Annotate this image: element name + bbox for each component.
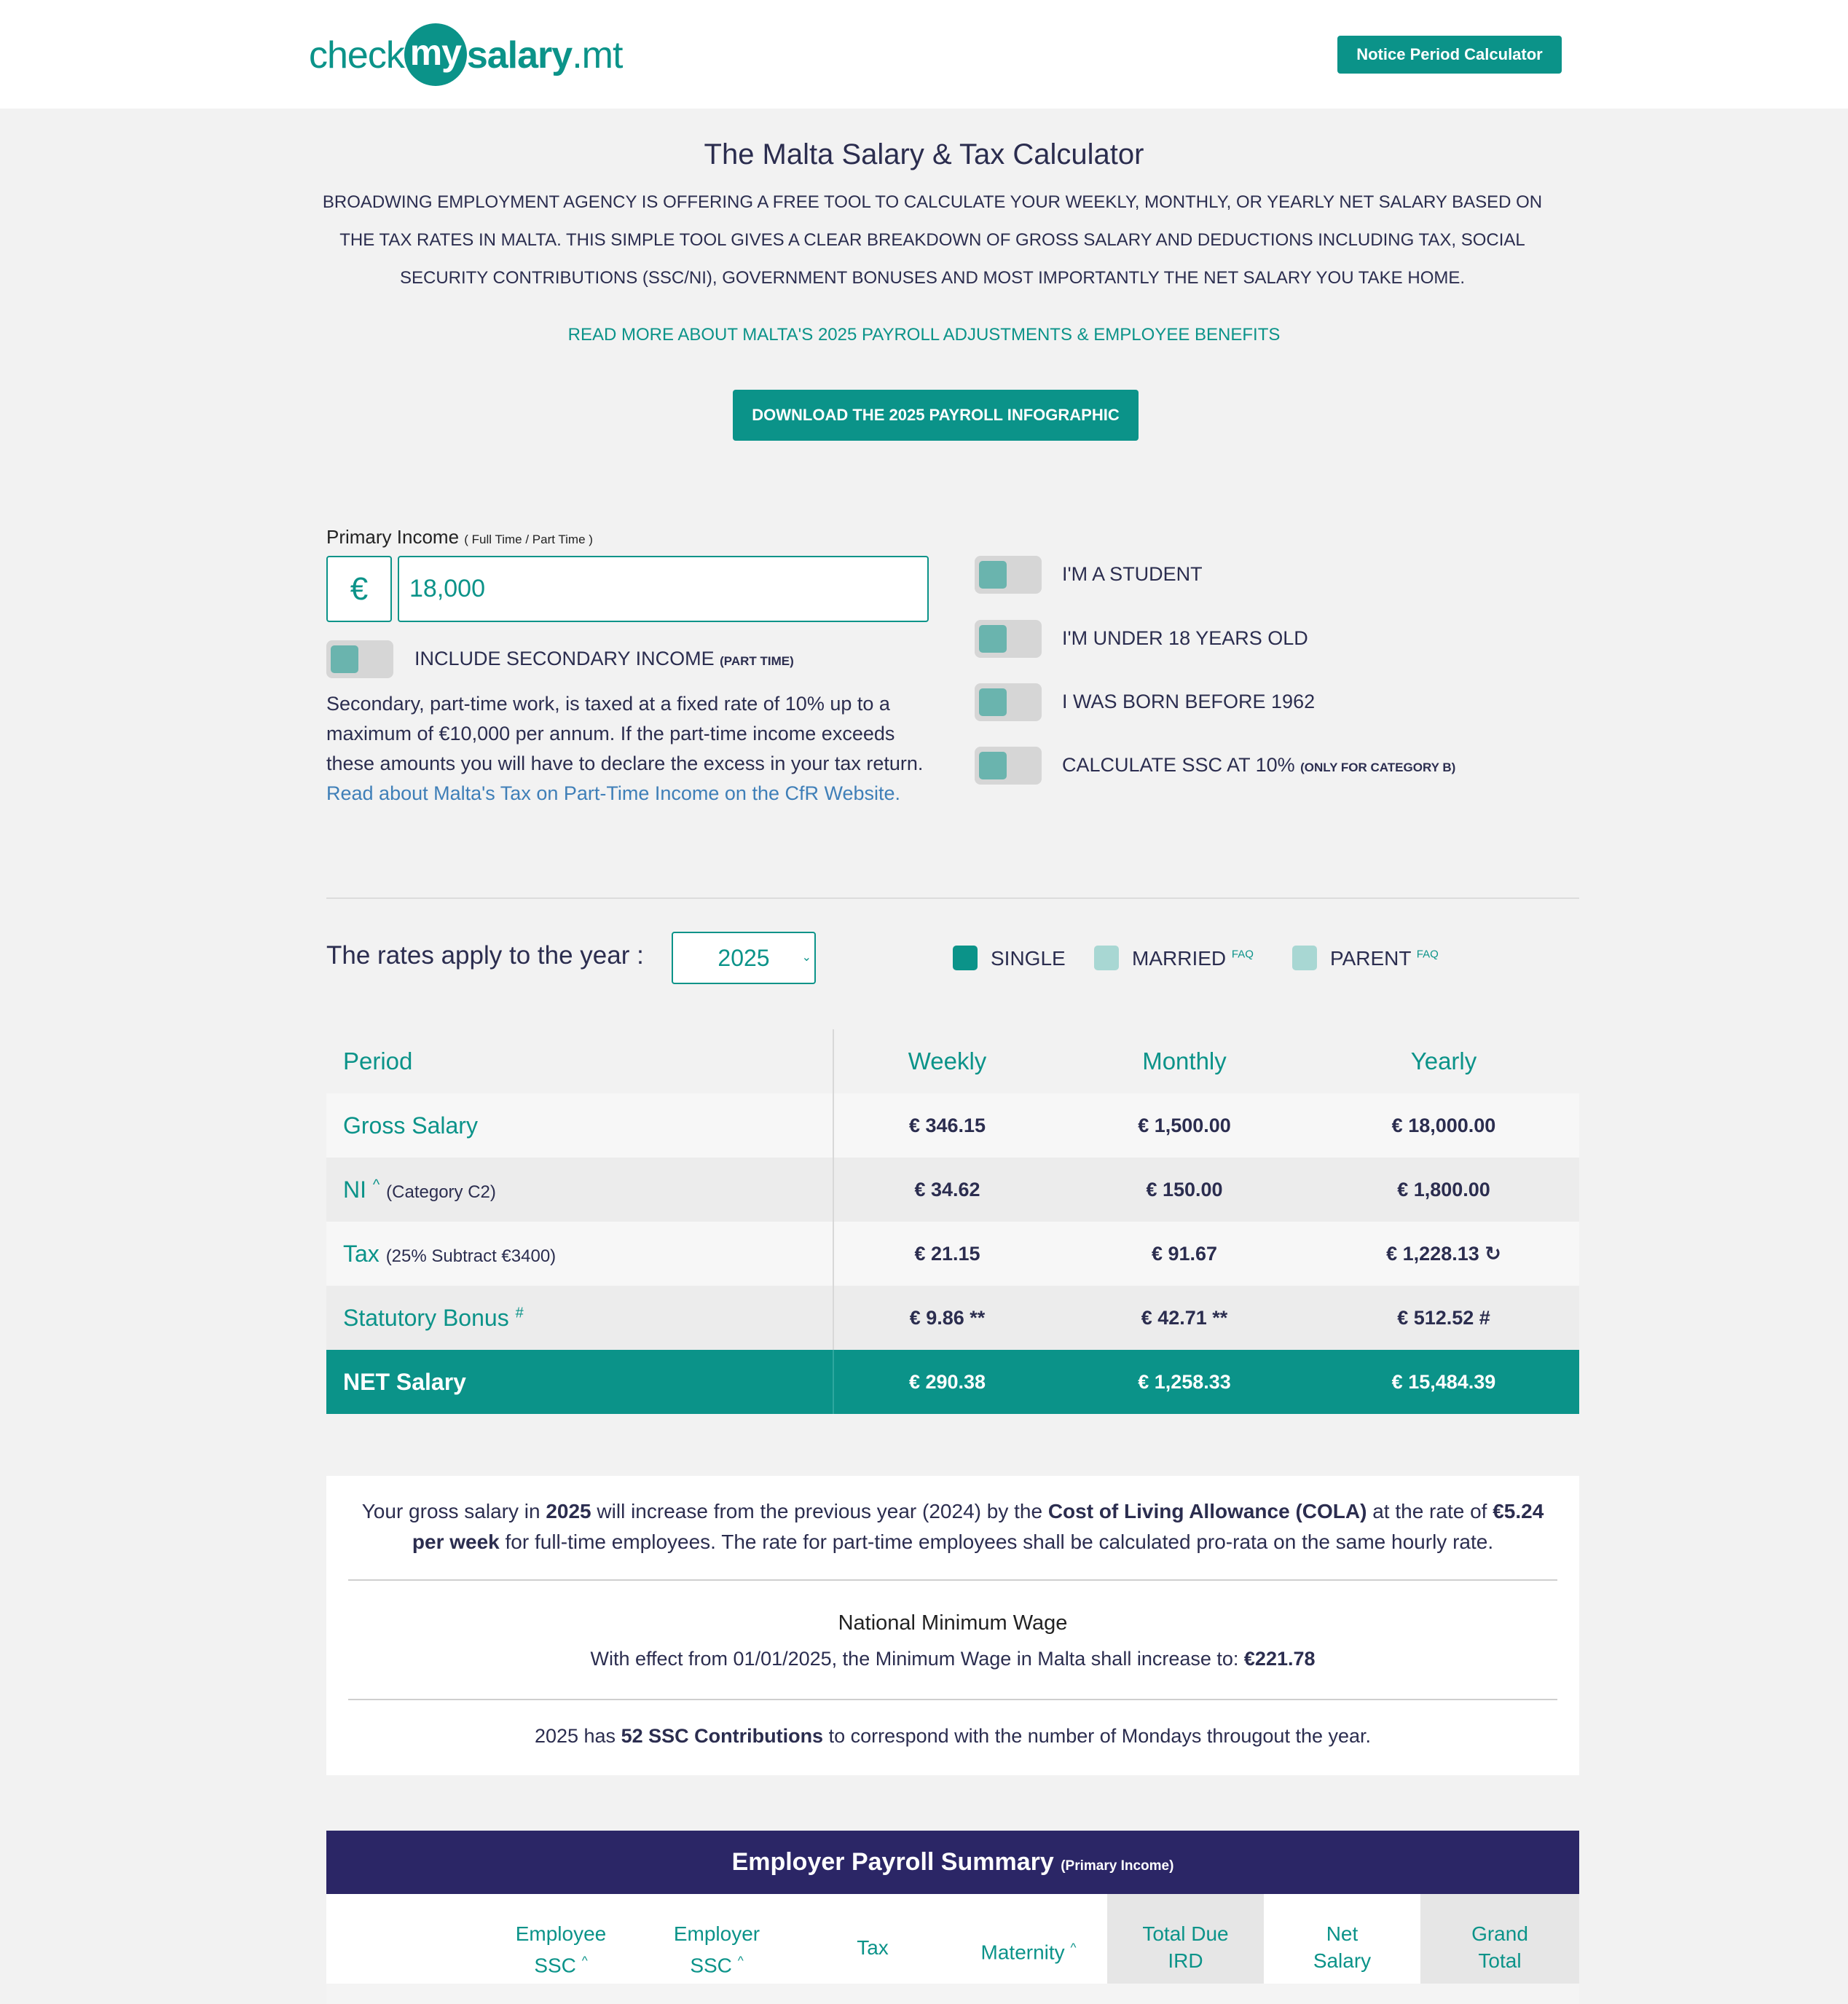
tax-weekly: € 21.15 <box>914 1242 980 1265</box>
statutory-bonus-row <box>326 1286 1579 1350</box>
column-info-link[interactable]: ^ <box>737 1954 744 1968</box>
ssc-10-toggle[interactable] <box>975 747 1042 785</box>
cola-text-1: Your gross salary in <box>361 1500 546 1522</box>
employer-summary-first-row <box>326 1984 1579 2004</box>
student-label: I'M A STUDENT <box>1062 563 1203 585</box>
column-label: IRD <box>1168 1949 1203 1972</box>
parent-label <box>1330 947 1439 970</box>
tax-label <box>326 1222 833 1286</box>
minimum-wage-text: With effect from 01/01/2025, the Minimum Wage in Malta shall increase to: <box>590 1648 1244 1670</box>
ssc-text-2: to correspond with the number of Mondays througout the year. <box>823 1725 1372 1747</box>
chevron-down-icon: ⌄ <box>801 951 811 964</box>
site-logo[interactable] <box>309 19 622 92</box>
primary-income-label-text: Primary Income <box>326 526 460 548</box>
ni-info-link[interactable]: ^ <box>372 1176 380 1192</box>
under-18-toggle[interactable] <box>975 620 1042 658</box>
info-divider <box>348 1699 1557 1700</box>
ni-label-text: NI <box>343 1176 366 1203</box>
born-before-1962-toggle[interactable] <box>975 683 1042 721</box>
ssc-contributions-info <box>326 1725 1579 1748</box>
cola-rate: €5.24 per week <box>412 1500 1544 1553</box>
tax-label-text: Tax <box>343 1240 380 1267</box>
info-box <box>326 1476 1579 1775</box>
secondary-income-note: (PART TIME) <box>720 654 794 668</box>
single-radio[interactable] <box>953 946 978 970</box>
column-label: Grand <box>1471 1922 1528 1945</box>
cola-info <box>348 1496 1557 1557</box>
born-before-1962-label: I WAS BORN BEFORE 1962 <box>1062 691 1316 712</box>
employer-summary-note: (Primary Income) <box>1061 1858 1174 1874</box>
logo-badge-my: my <box>404 23 467 86</box>
net-weekly: € 290.38 <box>908 1370 986 1393</box>
single-label: SINGLE <box>991 947 1066 970</box>
married-label <box>1132 947 1254 970</box>
ssc-10-note: (ONLY FOR CATEGORY B) <box>1300 761 1456 774</box>
gross-yearly: € 18,000.00 <box>1391 1114 1496 1136</box>
toggle-knob <box>979 752 1007 779</box>
ssc-10-label-text: CALCULATE SSC AT 10% <box>1062 754 1295 776</box>
column-label: Employee <box>515 1922 607 1945</box>
column-label: Salary <box>1313 1949 1372 1972</box>
part-time-tax-link[interactable]: Read about Malta's Tax on Part-Time Income on the CfR Website. <box>326 782 901 804</box>
bonus-monthly: € 42.71 ** <box>1141 1306 1228 1329</box>
parent-label-text: PARENT <box>1330 947 1411 970</box>
toggle-knob <box>331 645 358 673</box>
gross-weekly: € 346.15 <box>908 1114 986 1136</box>
student-toggle[interactable] <box>975 556 1042 594</box>
toggle-knob <box>979 561 1007 589</box>
column-info-link[interactable]: ^ <box>1070 1941 1077 1954</box>
parent-radio[interactable] <box>1292 946 1317 970</box>
ni-monthly: € 150.00 <box>1146 1178 1223 1201</box>
minimum-wage-info <box>326 1648 1579 1670</box>
secondary-income-text: Secondary, part-time work, is taxed at a fixed rate of 10% up to a maximum of €10,000 per annum. If the part-time income exceeds these amounts you will have to declare the excess in your tax return. <box>326 693 924 774</box>
parent-faq-link[interactable]: FAQ <box>1416 948 1439 961</box>
secondary-income-toggle[interactable] <box>326 640 393 678</box>
employer-summary-header <box>326 1831 1579 1894</box>
year-select-value: 2025 <box>717 945 770 971</box>
currency-euro-icon: € <box>326 556 392 622</box>
net-monthly: € 1,258.33 <box>1138 1370 1231 1393</box>
married-faq-link[interactable]: FAQ <box>1231 948 1254 961</box>
ni-label <box>326 1158 833 1222</box>
salary-breakdown-table <box>326 1029 1579 1414</box>
download-infographic-button[interactable]: DOWNLOAD THE 2025 PAYROLL INFOGRAPHIC <box>733 390 1139 441</box>
cola-term: Cost of Living Allowance (COLA) <box>1047 1500 1367 1522</box>
monthly-header: Monthly <box>1142 1048 1227 1074</box>
weekly-header: Weekly <box>908 1048 987 1074</box>
cola-text-3: at the rate of <box>1367 1500 1493 1522</box>
bonus-yearly: € 512.52 # <box>1397 1306 1490 1329</box>
yearly-header: Yearly <box>1410 1048 1477 1074</box>
bonus-weekly: € 9.86 ** <box>909 1306 986 1329</box>
primary-income-input[interactable] <box>398 556 929 622</box>
tax-rate-note: (25% Subtract €3400) <box>385 1246 557 1266</box>
period-header: Period <box>326 1029 833 1093</box>
notice-period-calculator-button[interactable]: Notice Period Calculator <box>1337 36 1562 74</box>
gross-salary-row <box>326 1093 1579 1158</box>
rates-year-label: The rates apply to the year : <box>326 941 644 970</box>
minimum-wage-title: National Minimum Wage <box>838 1611 1068 1635</box>
column-label: Total Due <box>1142 1922 1229 1945</box>
married-label-text: MARRIED <box>1132 947 1227 970</box>
ssc-10-label <box>1062 754 1455 777</box>
net-salary-row <box>326 1350 1579 1414</box>
toggle-knob <box>979 688 1007 716</box>
tax-monthly: € 91.67 <box>1151 1242 1218 1265</box>
under-18-label: I'M UNDER 18 YEARS OLD <box>1062 627 1308 649</box>
married-radio[interactable] <box>1094 946 1119 970</box>
logo-text-domain: .mt <box>572 34 623 76</box>
secondary-income-label <box>414 648 794 670</box>
year-select[interactable] <box>672 932 816 984</box>
column-label: Employer <box>673 1922 760 1945</box>
cola-text-2: will increase from the previous year (2024) by the <box>591 1500 1048 1522</box>
logo-text-salary: salary <box>466 34 573 76</box>
column-label: SSC <box>690 1954 732 1977</box>
ni-row <box>326 1158 1579 1222</box>
gross-salary-label: Gross Salary <box>326 1093 833 1158</box>
tax-yearly[interactable]: € 1,228.13 ↻ <box>1386 1242 1501 1265</box>
intro-description: BROADWING EMPLOYMENT AGENCY IS OFFERING A FREE TOOL TO CALCULATE YOUR WEEKLY, MONTHLY, OR YEARLY NET SALARY BASED ON THE TAX RATES IN MALTA. THIS SIMPLE TOOL GIVES A CLEAR BREAKDOWN OF GROSS SALARY AND DEDUCTIONS INCLUDING TAX, SOCIAL SECURITY CONTRIBUTIONS (SSC/NI), GOVERNMENT BONUSES AND MOST IMPORTANTLY THE NET SALARY YOU TAKE HOME. <box>322 192 1543 288</box>
section-divider <box>326 897 1579 899</box>
cola-text-4: for full-time employees. The rate for part-time employees shall be calculated pro-rata on the same hourly rate. <box>499 1530 1494 1553</box>
gross-monthly: € 1,500.00 <box>1138 1114 1231 1136</box>
ni-weekly: € 34.62 <box>914 1178 980 1201</box>
primary-income-label-note: ( Full Time / Part Time ) <box>464 533 593 546</box>
column-label: Net <box>1326 1922 1359 1945</box>
net-salary-label: NET Salary <box>326 1350 833 1414</box>
bonus-info-link[interactable]: # <box>515 1304 524 1321</box>
ssc-text-1: 2025 has <box>534 1725 621 1747</box>
column-label: Tax <box>857 1936 889 1959</box>
column-label: SSC <box>534 1954 576 1977</box>
site-header <box>0 0 1848 109</box>
employer-summary-title: Employer Payroll Summary <box>731 1848 1054 1876</box>
logo-text-check: check <box>309 34 404 76</box>
info-divider <box>348 1579 1557 1581</box>
ni-category-note: (Category C2) <box>386 1182 496 1202</box>
statutory-bonus-label-text: Statutory Bonus <box>343 1304 509 1331</box>
secondary-income-label-text: INCLUDE SECONDARY INCOME <box>414 648 715 669</box>
toggle-knob <box>979 625 1007 653</box>
statutory-bonus-label <box>326 1286 833 1350</box>
secondary-income-info <box>326 689 931 809</box>
minimum-wage-value: €221.78 <box>1243 1648 1316 1670</box>
page-title: The Malta Salary & Tax Calculator <box>704 138 1144 170</box>
column-label: Total <box>1478 1949 1522 1972</box>
primary-income-label <box>326 526 593 549</box>
table-header-row <box>326 1029 1579 1093</box>
tax-row <box>326 1222 1579 1286</box>
ni-yearly: € 1,800.00 <box>1397 1178 1490 1201</box>
column-info-link[interactable]: ^ <box>581 1954 588 1968</box>
cola-year: 2025 <box>546 1500 591 1522</box>
column-label: Maternity <box>980 1941 1065 1964</box>
read-more-link[interactable]: READ MORE ABOUT MALTA'S 2025 PAYROLL ADJUSTMENTS & EMPLOYEE BENEFITS <box>567 325 1281 345</box>
ssc-count: 52 SSC Contributions <box>621 1725 824 1747</box>
net-yearly: € 15,484.39 <box>1391 1370 1496 1393</box>
